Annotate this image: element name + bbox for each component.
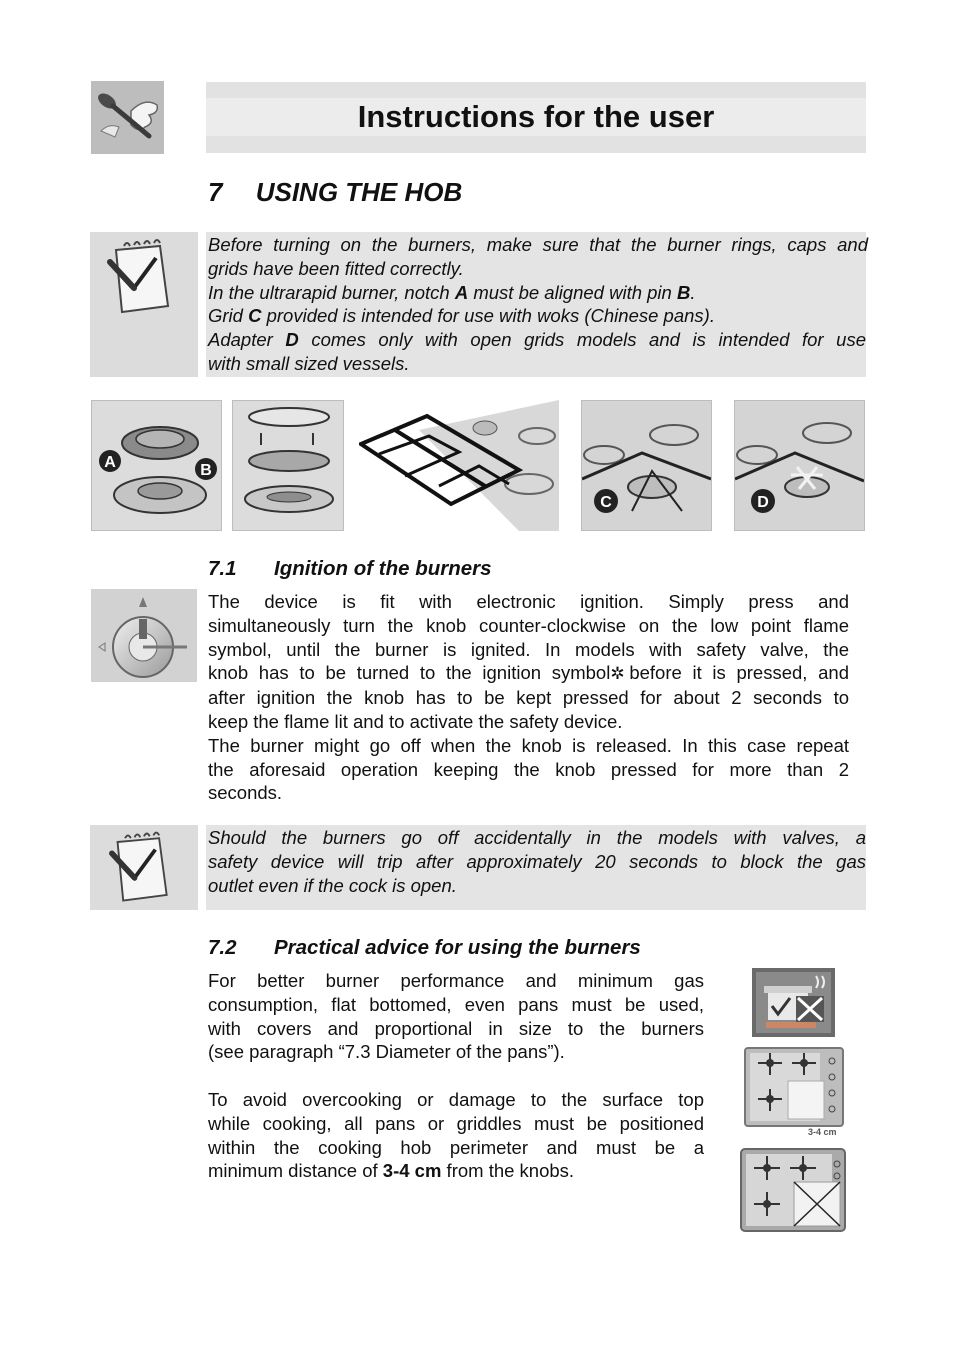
note-line: outlet even if the cock is open. — [208, 874, 457, 896]
logo-box — [91, 81, 164, 154]
note-text: Grid — [208, 305, 249, 327]
section-number: 7.2 — [208, 936, 237, 959]
label-d: D — [757, 494, 769, 511]
text-line: To avoid overcooking or damage to the surface top — [208, 1088, 704, 1110]
section-72-heading — [208, 934, 641, 962]
pan-with-cover-icon — [752, 968, 835, 1037]
note-text: Adapter — [208, 329, 286, 351]
note-box-71 — [206, 825, 866, 910]
chef-spoon-icon — [91, 81, 164, 154]
text-line: simultaneously turn the knob counter-clockwise on the low point flame — [208, 614, 849, 636]
text-line: keep the flame lit and to activate the safety device. — [208, 710, 623, 732]
notepad-pencil-icon — [90, 825, 198, 910]
knob-figure — [91, 589, 197, 682]
pin-label: B — [676, 281, 691, 303]
text-line: (see paragraph “7.3 Diameter of the pans”). — [208, 1041, 565, 1063]
burner-knob-icon — [91, 589, 197, 682]
text-line: consumption, flat bottomed, even pans must be used, — [208, 993, 704, 1015]
section-number: 7.1 — [208, 557, 237, 580]
section-title: Ignition of the burners — [274, 557, 492, 580]
note-line: Should the burners go off accidentally in the models with valves, a — [208, 827, 866, 848]
figure-wok-grid-c — [581, 400, 712, 531]
note-box-7 — [206, 232, 866, 377]
distance-value: 3-4 cm — [382, 1160, 442, 1182]
hob-pan-distance-icon — [744, 1047, 844, 1137]
note-line: Before turning on the burners, make sure that the burner rings, caps and — [208, 234, 868, 255]
note-icon-box — [90, 232, 198, 377]
advice-text — [208, 969, 704, 1183]
header-bar — [206, 82, 866, 153]
ignition-text — [208, 590, 849, 805]
text-fragment: knob has to be turned to the ignition symbol — [208, 662, 611, 684]
text-line — [208, 1159, 704, 1183]
note-icon-box — [90, 825, 198, 910]
note-text: provided is intended for use with woks (Chinese pans). — [261, 305, 715, 327]
note-text: must be aligned with pin — [468, 281, 677, 303]
adapter-label: D — [285, 329, 299, 351]
text-line: symbol, until the burner is ignited. In models with safety valve, the — [208, 638, 849, 660]
note-text: comes only with open grids models and is intended for use — [298, 329, 867, 351]
page-title: Instructions for the user — [357, 99, 715, 134]
section-number: 7 — [208, 177, 223, 207]
text-line: the aforesaid operation keeping the knob pressed for more than 2 — [208, 758, 849, 780]
note-line: with small sized vessels. — [208, 352, 410, 374]
note-line: safety device will trip after approximately 20 seconds to block the gas — [208, 850, 866, 872]
text-line: The device is fit with electronic ignition. Simply press and — [208, 591, 849, 612]
text-fragment: minimum distance of — [208, 1160, 383, 1182]
note-line — [208, 304, 868, 328]
hob-wrong-figure — [740, 1148, 846, 1234]
pan-cover-figure — [752, 968, 835, 1037]
figure-burner-parts — [232, 400, 344, 531]
section-title: Practical advice for using the burners — [274, 936, 641, 959]
notepad-pencil-icon — [90, 232, 198, 322]
note-line — [208, 281, 868, 305]
label-a: A — [104, 454, 116, 471]
figure-adapter-d — [734, 400, 865, 531]
text-line: For better burner performance and minimum gas — [208, 970, 704, 991]
text-line: seconds. — [208, 782, 283, 804]
hob-ok-figure — [744, 1047, 844, 1137]
text-fragment: before it is pressed, and — [629, 662, 849, 684]
figure-burner-a-b — [91, 400, 222, 531]
grid-label: C — [248, 305, 262, 327]
spark-icon: ✲ — [610, 664, 625, 684]
label-b: B — [200, 462, 212, 479]
note-text: In the ultrarapid burner, notch — [208, 281, 455, 303]
text-line: while cooking, all pans or griddles must be positioned — [208, 1112, 704, 1134]
text-line: The burner might go off when the knob is released. In this case repeat — [208, 734, 849, 756]
hob-pan-overlap-icon — [740, 1148, 846, 1234]
text-line: after ignition the knob has to be kept pressed for about 2 seconds to — [208, 687, 849, 709]
text-line: with covers and proportional in size to the burners — [208, 1017, 704, 1039]
notch-label: A — [454, 281, 469, 303]
section-7-heading — [208, 175, 462, 209]
section-71-heading — [208, 555, 492, 583]
note-line — [208, 328, 866, 352]
label-c: C — [600, 494, 612, 511]
note-line: grids have been fitted correctly. — [208, 257, 464, 279]
section-title: USING THE HOB — [255, 177, 463, 207]
figure-hob-grid — [359, 400, 559, 531]
text-fragment: from the knobs. — [441, 1160, 575, 1182]
distance-label: 3-4 cm — [808, 1127, 837, 1137]
text-line: within the cooking hob perimeter and must be a — [208, 1136, 704, 1158]
text-line — [208, 661, 849, 686]
note-text: . — [690, 281, 696, 303]
